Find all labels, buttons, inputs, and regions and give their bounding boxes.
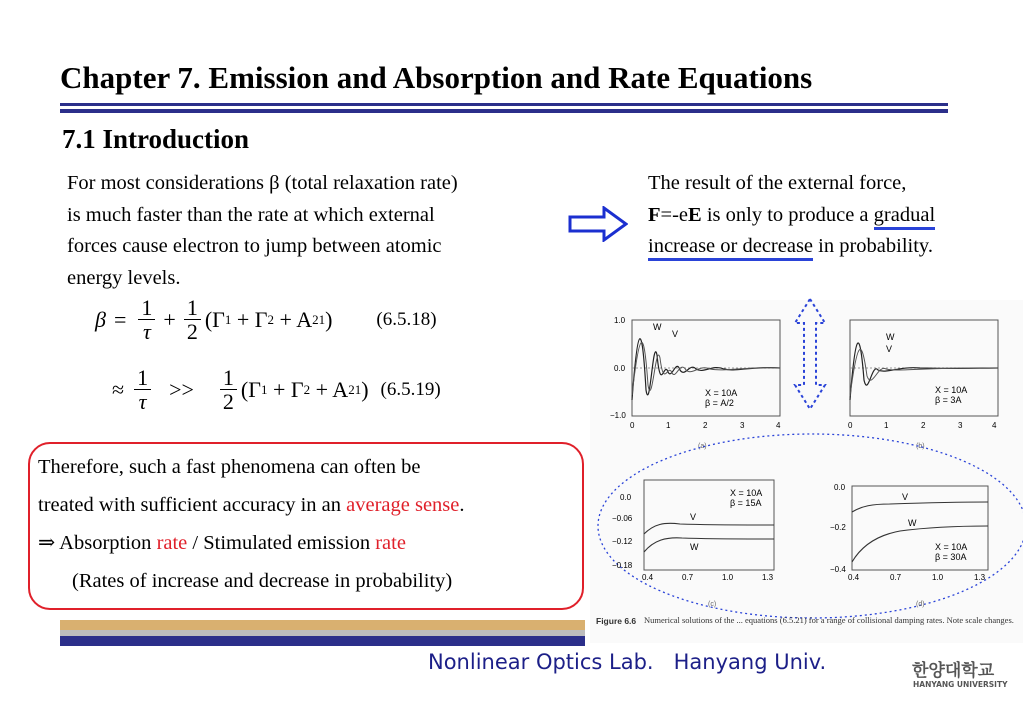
- panel-c-xtick: 1.3: [762, 573, 774, 582]
- footer-lab-name: [428, 650, 826, 674]
- panel-c-xtick: 0.4: [642, 573, 654, 582]
- panel-c-xtick: 0.7: [682, 573, 694, 582]
- footer-lab-text: Nonlinear Optics Lab. Hanyang Univ.: [428, 650, 827, 674]
- panel-d-label-v: V: [902, 492, 909, 502]
- panel-a-ytick: 0.0: [614, 364, 626, 373]
- panel-d-tag: (d): [916, 601, 925, 608]
- right-line-3: [648, 231, 1020, 263]
- eq1-beta: β: [95, 306, 106, 332]
- panel-b-label-v: V: [886, 344, 893, 354]
- panel-a-ytick: 1.0: [614, 316, 626, 325]
- eq1-frac-1-2: $\frac{1}{2}$: [184, 296, 201, 343]
- footer-bar-tan: [60, 620, 585, 630]
- panel-c-ytick: 0.0: [620, 493, 632, 502]
- panel-c-label-v: V: [690, 512, 697, 522]
- panel-b-xtick: 3: [958, 421, 963, 430]
- eq2-approx: ≈: [112, 376, 125, 402]
- panel-d-ytick: 0.0: [834, 483, 846, 492]
- figure-caption: [644, 615, 1022, 643]
- eq2-much-greater: >>: [169, 376, 194, 402]
- panel-a-xtick: 0: [630, 421, 635, 430]
- panel-b-xtick: 1: [884, 421, 889, 430]
- hanyang-university-logo: [912, 656, 1016, 690]
- footer-bar-navy: [60, 636, 585, 646]
- force-eq: =-e: [660, 203, 689, 226]
- summary-line-3: ⇒ Absorption rate / Stimulated emission rate: [38, 532, 406, 554]
- right-line-3-text: in probability.: [813, 235, 933, 257]
- summary-text: [38, 448, 465, 600]
- panel-c-tag: (c): [708, 601, 717, 608]
- right-line-1: The result of the external force,: [648, 172, 907, 194]
- panel-a-ytick: −1.0: [610, 411, 626, 420]
- summary-line-2: treated with sufficient accuracy in an average sense.: [38, 494, 465, 516]
- panel-a-xtick: 1: [666, 421, 671, 430]
- panel-d-param-x: X = 10A: [935, 542, 968, 552]
- panel-a-xtick: 4: [776, 421, 781, 430]
- eq2-frac-1-tau: $\frac{1}{\tau}$: [134, 366, 151, 413]
- summary-line-4: (Rates of increase and decrease in probability): [72, 570, 453, 592]
- panel-b-param-x: X = 10A: [935, 385, 968, 395]
- eq2-gamma-open: (Γ: [240, 376, 261, 402]
- left-line-1: For most considerations β (total relaxation rate): [67, 172, 458, 194]
- up-down-arrow-icon: [792, 297, 828, 411]
- left-line-4: energy levels.: [67, 266, 181, 289]
- title-rule-bottom: [60, 109, 948, 113]
- panel-c-ytick: −0.06: [612, 514, 633, 523]
- panel-c-xtick: 1.0: [722, 573, 734, 582]
- right-line-2-text: is only to produce a: [701, 203, 874, 226]
- panel-b-xtick: 0: [848, 421, 853, 430]
- eq1-number: (6.5.18): [376, 308, 437, 330]
- logo-korean: 한양대학교: [912, 661, 995, 681]
- panel-d-xtick: 1.0: [932, 573, 944, 582]
- emission-rate-highlight: rate: [375, 532, 406, 554]
- panel-b-tag: (b): [916, 443, 925, 450]
- logo-english: HANYANG UNIVERSITY: [913, 680, 1008, 689]
- panel-b-xtick: 4: [992, 421, 997, 430]
- right-double-arrow-icon: [568, 206, 628, 242]
- right-line-2: [648, 200, 1020, 232]
- increase-decrease-underlined: increase or decrease: [648, 235, 813, 261]
- left-line-2: is much faster than the rate at which external: [67, 203, 435, 226]
- panel-c-label-w: W: [690, 542, 699, 552]
- summary-line-1: Therefore, such a fast phenomena can often be: [38, 456, 421, 478]
- force-symbol: F: [648, 203, 661, 226]
- panel-b-param-beta: β = 3A: [935, 395, 962, 405]
- panel-b-label-w: W: [886, 332, 895, 342]
- left-line-3: forces cause electron to jump between atomic: [67, 235, 442, 257]
- panel-d-xtick: 1.3: [974, 573, 986, 582]
- figure-caption-label: Figure 6.6: [596, 616, 637, 626]
- panel-d-xtick: 0.7: [890, 573, 902, 582]
- equation-6-5-19: ≈ $\frac{1}{\tau}$ >> $\frac{1}{2}$ (Γ 1 + Γ 2 + A 21 ) (6.5.19): [112, 365, 441, 415]
- field-symbol: E: [688, 203, 702, 226]
- panel-a-xtick: 3: [740, 421, 745, 430]
- gradual-underlined: gradual: [874, 204, 935, 230]
- figure-caption-text: Numerical solutions of the ... equations (6.5.21) for a range of collisional damping rates. Note scale changes.: [644, 615, 1014, 625]
- panel-a-param-x: X = 10A: [705, 388, 738, 398]
- panel-d-param-beta: β = 30A: [935, 552, 967, 562]
- panel-c-param-beta: β = 15A: [730, 498, 762, 508]
- panel-d-ytick: −0.2: [830, 523, 846, 532]
- eq1-frac-1-tau: $\frac{1}{\tau}$: [138, 296, 155, 343]
- panel-c-param-x: X = 10A: [730, 488, 763, 498]
- panel-b-xtick: 2: [921, 421, 926, 430]
- panel-c-ytick: −0.18: [612, 561, 633, 570]
- section-heading: 7.1 Introduction: [62, 124, 250, 154]
- panel-a-xtick: 2: [703, 421, 708, 430]
- title-rule-top: [60, 103, 948, 106]
- panel-a-label-v: V: [672, 329, 679, 339]
- absorption-rate-highlight: rate: [156, 532, 188, 554]
- slide-title: Chapter 7. Emission and Absorption and Rate Equations: [60, 60, 813, 95]
- panel-a-param-beta: β = A/2: [705, 398, 734, 408]
- panel-d-ytick: −0.4: [830, 565, 846, 574]
- eq2-frac-1-2: $\frac{1}{2}$: [220, 366, 237, 413]
- panel-c-ytick: −0.12: [612, 537, 633, 546]
- panel-a-label-w: W: [653, 322, 662, 332]
- implies-arrow-icon: ⇒: [38, 532, 56, 554]
- eq1-plus: +: [163, 306, 176, 332]
- equation-6-5-18: β = $\frac{1}{\tau}$ + $\frac{1}{2}$ (Γ 1 + Γ 2 + A 21 ) (6.5.18): [95, 295, 437, 345]
- right-paragraph: [648, 168, 1020, 263]
- eq1-equals: =: [113, 306, 127, 332]
- eq2-number: (6.5.19): [380, 378, 441, 400]
- panel-d-label-w: W: [908, 518, 917, 528]
- panel-a-tag: (a): [698, 443, 707, 450]
- left-paragraph: [67, 168, 577, 294]
- average-sense-highlight: average sense: [346, 494, 460, 516]
- panel-d-xtick: 0.4: [848, 573, 860, 582]
- eq1-gamma-open: (Γ: [204, 306, 225, 332]
